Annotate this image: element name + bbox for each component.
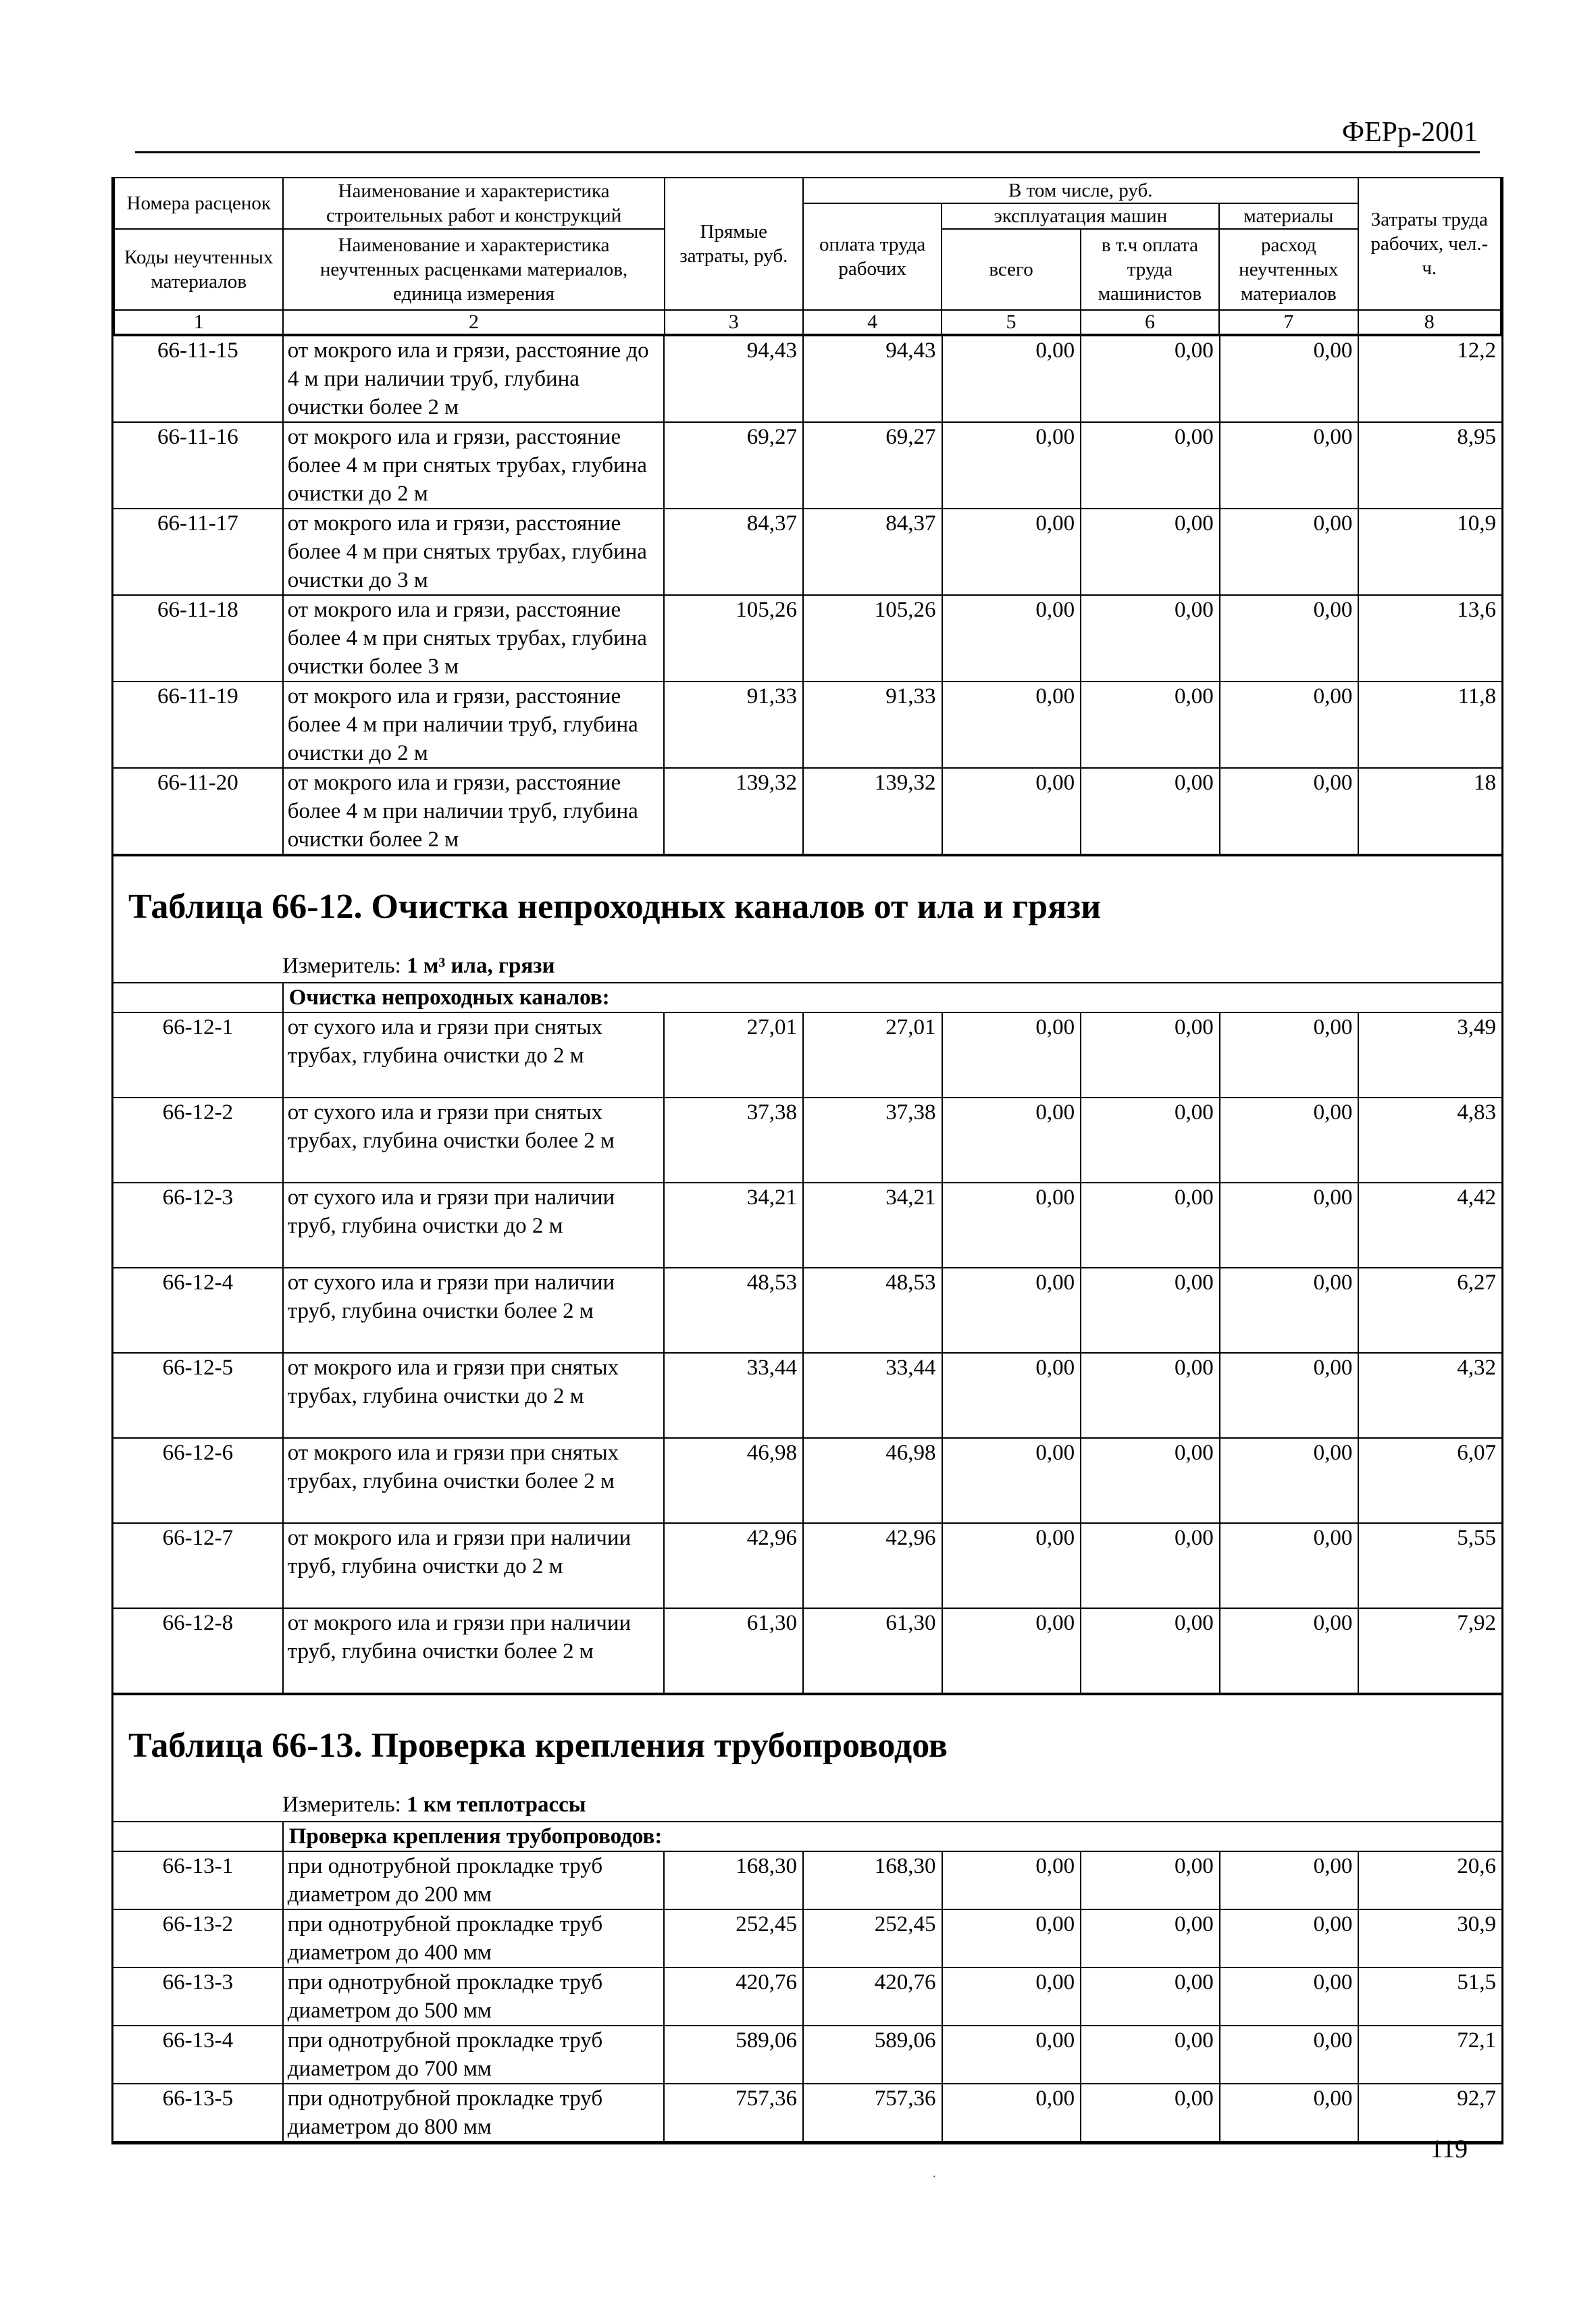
work-name-cell: от мокрого ила и грязи, расстояние более 4 м при наличии труб, глубина очистки более 2 м (283, 768, 665, 854)
machines-total-cell: 0,00 (942, 1523, 1081, 1608)
labor-pay-cell: 84,37 (803, 509, 942, 595)
operator-pay-cell: 0,00 (1081, 1968, 1220, 2026)
operator-pay-cell: 0,00 (1081, 1608, 1220, 1693)
header-material-names: Наименование и характеристика неучтенных расценками материалов, единица измерения (283, 229, 664, 310)
direct-costs-cell: 48,53 (664, 1268, 803, 1353)
labor-hours-cell: 12,2 (1358, 336, 1501, 422)
header-materials: материалы (1219, 203, 1358, 229)
direct-costs-cell: 94,43 (664, 336, 803, 422)
table-66-13-heading (113, 1694, 1501, 1790)
unit-label: Измеритель: (282, 1793, 401, 1817)
header-material-codes: Коды неучтенных материалов (114, 229, 283, 310)
operator-pay-cell: 0,00 (1081, 336, 1220, 422)
materials-usage-cell: 0,00 (1220, 1523, 1359, 1608)
table-66-12-unit (113, 951, 1501, 982)
direct-costs-cell: 27,01 (664, 1012, 803, 1098)
work-name-cell: от мокрого ила и грязи, расстояние более 4 м при снятых трубах, глубина очистки более 3 м (283, 595, 665, 682)
operator-pay-cell: 0,00 (1081, 422, 1220, 509)
column-number: 3 (665, 310, 803, 334)
labor-hours-cell: 11,8 (1358, 682, 1501, 768)
materials-usage-cell: 0,00 (1220, 1098, 1359, 1183)
table-66-13-rows (113, 1821, 1501, 2142)
rate-code-cell: 66-12-4 (113, 1268, 283, 1353)
column-number: 6 (1081, 310, 1219, 334)
machines-total-cell: 0,00 (942, 422, 1081, 509)
work-name-cell: от сухого ила и грязи при снятых трубах, глубина очистки до 2 м (283, 1012, 665, 1098)
table-66-13-subheading: Проверка крепления трубопроводов: (283, 1822, 1501, 1851)
direct-costs-cell: 105,26 (664, 595, 803, 682)
materials-usage-cell: 0,00 (1220, 2026, 1359, 2084)
rate-code-cell: 66-11-16 (113, 422, 283, 509)
materials-usage-cell: 0,00 (1220, 1012, 1359, 1098)
rate-code-cell: 66-11-15 (113, 336, 283, 422)
table-row (113, 2026, 1501, 2084)
labor-hours-cell: 4,32 (1358, 1353, 1501, 1438)
labor-hours-cell: 72,1 (1358, 2026, 1501, 2084)
header-rate-number: Номера расценок (114, 178, 283, 229)
header-materials-usage: расход неучтенных материалов (1219, 229, 1358, 310)
direct-costs-cell: 589,06 (664, 2026, 803, 2084)
materials-usage-cell: 0,00 (1220, 682, 1359, 768)
materials-usage-cell: 0,00 (1220, 1608, 1359, 1693)
work-name-cell: от мокрого ила и грязи при снятых трубах, глубина очистки более 2 м (283, 1438, 665, 1523)
header-work-name: Наименование и характеристика строительных работ и конструкций (283, 178, 664, 229)
direct-costs-cell: 33,44 (664, 1353, 803, 1438)
table-row (113, 509, 1501, 595)
rate-code-cell: 66-11-19 (113, 682, 283, 768)
rate-code-cell: 66-11-18 (113, 595, 283, 682)
machines-total-cell: 0,00 (942, 1608, 1081, 1693)
machines-total-cell: 0,00 (942, 336, 1081, 422)
labor-hours-cell: 4,42 (1358, 1183, 1501, 1268)
direct-costs-cell: 757,36 (664, 2084, 803, 2142)
table-66-12-subheading: Очистка непроходных каналов: (283, 983, 1501, 1012)
operator-pay-cell: 0,00 (1081, 2026, 1220, 2084)
table-row (113, 1098, 1501, 1183)
header-operator-pay: в т.ч оплата труда машинистов (1081, 229, 1219, 310)
work-name-cell: от сухого ила и грязи при наличии труб, глубина очистки до 2 м (283, 1183, 665, 1268)
work-name-cell: от мокрого ила и грязи при наличии труб, глубина очистки до 2 м (283, 1523, 665, 1608)
table-row (113, 1183, 1501, 1268)
rate-code-cell: 66-13-2 (113, 1909, 283, 1968)
operator-pay-cell: 0,00 (1081, 1438, 1220, 1523)
operator-pay-cell: 0,00 (1081, 1851, 1220, 1909)
direct-costs-cell: 46,98 (664, 1438, 803, 1523)
labor-hours-cell: 7,92 (1358, 1608, 1501, 1693)
header-direct-costs: Прямые затраты, руб. (665, 178, 803, 310)
labor-pay-cell: 589,06 (803, 2026, 942, 2084)
labor-pay-cell: 34,21 (803, 1183, 942, 1268)
machines-total-cell: 0,00 (942, 2084, 1081, 2142)
column-number: 8 (1358, 310, 1501, 334)
table-row (113, 768, 1501, 854)
unit-value: 1 км теплотрассы (407, 1793, 586, 1817)
rate-code-cell: 66-11-17 (113, 509, 283, 595)
labor-pay-cell: 37,38 (803, 1098, 942, 1183)
work-name-cell: от мокрого ила и грязи, расстояние более 4 м при снятых трубах, глубина очистки до 3 м (283, 509, 665, 595)
direct-costs-cell: 420,76 (664, 1968, 803, 2026)
document-code: ФЕРр-2001 (1341, 117, 1478, 148)
labor-hours-cell: 92,7 (1358, 2084, 1501, 2142)
materials-usage-cell: 0,00 (1220, 2084, 1359, 2142)
materials-usage-cell: 0,00 (1220, 1268, 1359, 1353)
table-row (113, 1851, 1501, 1909)
table-row (113, 1268, 1501, 1353)
machines-total-cell: 0,00 (942, 1851, 1081, 1909)
labor-hours-cell: 6,27 (1358, 1268, 1501, 1353)
table-row (113, 1909, 1501, 1968)
direct-costs-cell: 252,45 (664, 1909, 803, 1968)
direct-costs-cell: 168,30 (664, 1851, 803, 1909)
header-machines: эксплуатация машин (942, 203, 1219, 229)
column-number: 5 (942, 310, 1080, 334)
labor-hours-cell: 6,07 (1358, 1438, 1501, 1523)
labor-hours-cell: 3,49 (1358, 1012, 1501, 1098)
labor-pay-cell: 105,26 (803, 595, 942, 682)
rate-code-cell: 66-13-5 (113, 2084, 283, 2142)
rate-code-cell: 66-12-8 (113, 1608, 283, 1693)
direct-costs-cell: 84,37 (664, 509, 803, 595)
work-name-cell: от сухого ила и грязи при наличии труб, глубина очистки более 2 м (283, 1268, 665, 1353)
column-number: 4 (803, 310, 942, 334)
operator-pay-cell: 0,00 (1081, 1909, 1220, 1968)
direct-costs-cell: 42,96 (664, 1523, 803, 1608)
table-row (113, 1438, 1501, 1523)
materials-usage-cell: 0,00 (1220, 768, 1359, 854)
operator-pay-cell: 0,00 (1081, 595, 1220, 682)
labor-pay-cell: 420,76 (803, 1968, 942, 2026)
scan-speck: · (932, 2169, 937, 2184)
operator-pay-cell: 0,00 (1081, 1353, 1220, 1438)
machines-total-cell: 0,00 (942, 1012, 1081, 1098)
table-row (113, 1608, 1501, 1693)
machines-total-cell: 0,00 (942, 1968, 1081, 2026)
labor-pay-cell: 46,98 (803, 1438, 942, 1523)
machines-total-cell: 0,00 (942, 1909, 1081, 1968)
machines-total-cell: 0,00 (942, 1268, 1081, 1353)
rate-code-cell: 66-12-1 (113, 1012, 283, 1098)
work-name-cell: от мокрого ила и грязи, расстояние более 4 м при снятых трубах, глубина очистки до 2 м (283, 422, 665, 509)
rate-code-cell: 66-12-5 (113, 1353, 283, 1438)
column-number: 7 (1219, 310, 1358, 334)
machines-total-cell: 0,00 (942, 682, 1081, 768)
header-labor-hours: Затраты труда рабочих, чел.-ч. (1358, 178, 1501, 310)
table-66-12-heading (113, 855, 1501, 951)
materials-usage-cell: 0,00 (1220, 422, 1359, 509)
operator-pay-cell: 0,00 (1081, 1098, 1220, 1183)
rate-code-cell: 66-13-3 (113, 1968, 283, 2026)
labor-pay-cell: 48,53 (803, 1268, 942, 1353)
labor-hours-cell: 10,9 (1358, 509, 1501, 595)
direct-costs-cell: 69,27 (664, 422, 803, 509)
table-row (113, 1968, 1501, 2026)
work-name-cell: от мокрого ила и грязи, расстояние до 4 м при наличии труб, глубина очистки более 2 м (283, 336, 665, 422)
table-row (113, 422, 1501, 509)
labor-pay-cell: 168,30 (803, 1851, 942, 1909)
column-number-row (114, 310, 1501, 334)
rate-code-cell: 66-11-20 (113, 768, 283, 854)
labor-pay-cell: 69,27 (803, 422, 942, 509)
page-number: 119 (1430, 2135, 1468, 2163)
labor-hours-cell: 51,5 (1358, 1968, 1501, 2026)
rate-code-cell: 66-12-2 (113, 1098, 283, 1183)
direct-costs-cell: 61,30 (664, 1608, 803, 1693)
table-66-13-unit (113, 1790, 1501, 1821)
table-66-12-rows (113, 982, 1501, 1694)
table-row (113, 682, 1501, 768)
work-name-cell: от сухого ила и грязи при снятых трубах, глубина очистки более 2 м (283, 1098, 665, 1183)
column-number: 1 (114, 310, 283, 334)
labor-hours-cell: 8,95 (1358, 422, 1501, 509)
work-name-cell: от мокрого ила и грязи при снятых трубах, глубина очистки до 2 м (283, 1353, 665, 1438)
materials-usage-cell: 0,00 (1220, 1183, 1359, 1268)
operator-pay-cell: 0,00 (1081, 2084, 1220, 2142)
work-name-cell: при однотрубной прокладке труб диаметром до 800 мм (283, 2084, 665, 2142)
rate-code-cell: 66-13-4 (113, 2026, 283, 2084)
labor-hours-cell: 13,6 (1358, 595, 1501, 682)
work-name-cell: при однотрубной прокладке труб диаметром до 400 мм (283, 1909, 665, 1968)
labor-pay-cell: 42,96 (803, 1523, 942, 1608)
materials-usage-cell: 0,00 (1220, 1353, 1359, 1438)
direct-costs-cell: 139,32 (664, 768, 803, 854)
labor-hours-cell: 5,55 (1358, 1523, 1501, 1608)
operator-pay-cell: 0,00 (1081, 682, 1220, 768)
table-row (113, 1012, 1501, 1098)
machines-total-cell: 0,00 (942, 1438, 1081, 1523)
work-name-cell: при однотрубной прокладке труб диаметром до 500 мм (283, 1968, 665, 2026)
machines-total-cell: 0,00 (942, 595, 1081, 682)
table-row (113, 595, 1501, 682)
table-66-11-rows (113, 335, 1501, 855)
work-name-cell: при однотрубной прокладке труб диаметром до 700 мм (283, 2026, 665, 2084)
operator-pay-cell: 0,00 (1081, 1183, 1220, 1268)
direct-costs-cell: 91,33 (664, 682, 803, 768)
work-name-cell: от мокрого ила и грязи при наличии труб, глубина очистки более 2 м (283, 1608, 665, 1693)
work-name-cell: от мокрого ила и грязи, расстояние более 4 м при наличии труб, глубина очистки до 2 м (283, 682, 665, 768)
labor-hours-cell: 18 (1358, 768, 1501, 854)
table-row (113, 2084, 1501, 2142)
materials-usage-cell: 0,00 (1220, 509, 1359, 595)
rates-page (111, 177, 1503, 2144)
header-labor-pay: оплата труда рабочих (803, 203, 942, 310)
labor-pay-cell: 91,33 (803, 682, 942, 768)
column-header-table (113, 177, 1501, 335)
column-number: 2 (283, 310, 664, 334)
materials-usage-cell: 0,00 (1220, 1438, 1359, 1523)
labor-hours-cell: 30,9 (1358, 1909, 1501, 1968)
materials-usage-cell: 0,00 (1220, 1851, 1359, 1909)
labor-pay-cell: 94,43 (803, 336, 942, 422)
machines-total-cell: 0,00 (942, 2026, 1081, 2084)
unit-value: 1 м³ ила, грязи (407, 954, 555, 978)
machines-total-cell: 0,00 (942, 1098, 1081, 1183)
operator-pay-cell: 0,00 (1081, 1523, 1220, 1608)
header-including: В том числе, руб. (803, 178, 1358, 203)
header-rule (135, 151, 1480, 153)
labor-pay-cell: 61,30 (803, 1608, 942, 1693)
machines-total-cell: 0,00 (942, 768, 1081, 854)
labor-hours-cell: 20,6 (1358, 1851, 1501, 1909)
table-66-12-title: Таблица 66-12. Очистка непроходных каналов от ила и грязи (128, 888, 1102, 926)
materials-usage-cell: 0,00 (1220, 336, 1359, 422)
labor-pay-cell: 252,45 (803, 1909, 942, 1968)
materials-usage-cell: 0,00 (1220, 1909, 1359, 1968)
operator-pay-cell: 0,00 (1081, 509, 1220, 595)
operator-pay-cell: 0,00 (1081, 1012, 1220, 1098)
labor-pay-cell: 757,36 (803, 2084, 942, 2142)
rate-code-cell: 66-12-6 (113, 1438, 283, 1523)
materials-usage-cell: 0,00 (1220, 595, 1359, 682)
operator-pay-cell: 0,00 (1081, 768, 1220, 854)
table-row (113, 1353, 1501, 1438)
unit-label: Измеритель: (282, 954, 401, 978)
rate-code-cell: 66-13-1 (113, 1851, 283, 1909)
work-name-cell: при однотрубной прокладке труб диаметром до 200 мм (283, 1851, 665, 1909)
operator-pay-cell: 0,00 (1081, 1268, 1220, 1353)
direct-costs-cell: 34,21 (664, 1183, 803, 1268)
rate-code-cell: 66-12-3 (113, 1183, 283, 1268)
labor-pay-cell: 27,01 (803, 1012, 942, 1098)
machines-total-cell: 0,00 (942, 1183, 1081, 1268)
table-66-13-title: Таблица 66-13. Проверка крепления трубопроводов (128, 1726, 948, 1765)
header-machines-total: всего (942, 229, 1080, 310)
labor-pay-cell: 139,32 (803, 768, 942, 854)
machines-total-cell: 0,00 (942, 509, 1081, 595)
direct-costs-cell: 37,38 (664, 1098, 803, 1183)
rate-code-cell: 66-12-7 (113, 1523, 283, 1608)
materials-usage-cell: 0,00 (1220, 1968, 1359, 2026)
labor-pay-cell: 33,44 (803, 1353, 942, 1438)
labor-hours-cell: 4,83 (1358, 1098, 1501, 1183)
machines-total-cell: 0,00 (942, 1353, 1081, 1438)
table-row (113, 336, 1501, 422)
table-row (113, 1523, 1501, 1608)
